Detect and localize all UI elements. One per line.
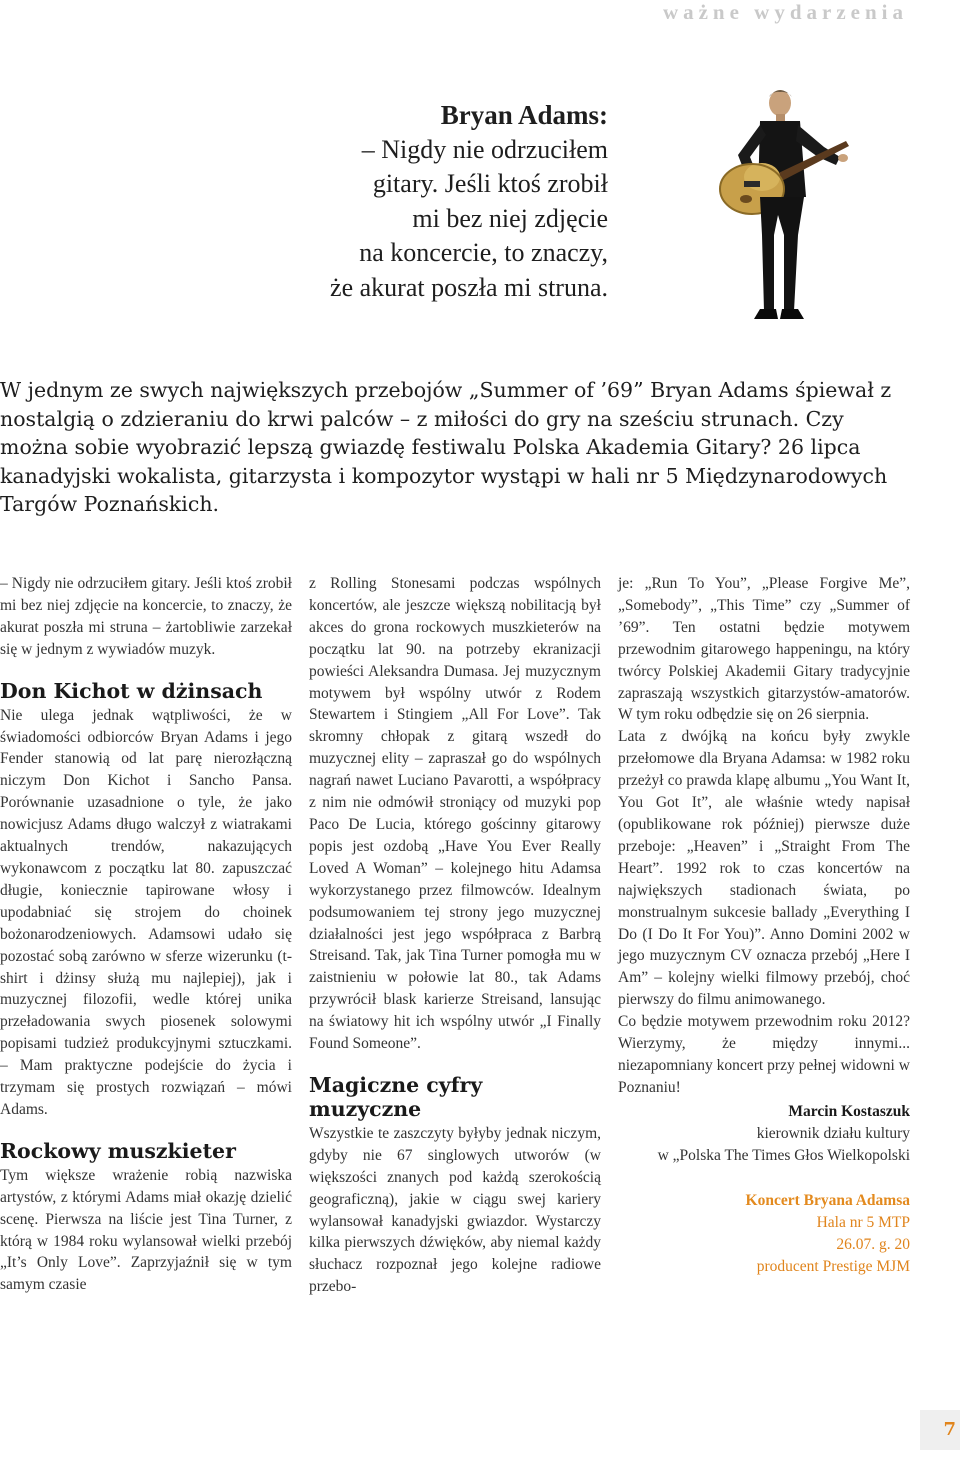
event-title: Koncert Bryana Adamsa <box>745 1192 910 1210</box>
event-producer: producent Prestige MJM <box>756 1258 910 1276</box>
pull-quote-line: że akurat poszła mi struna. <box>330 272 608 302</box>
author-role: kierownik działu kultury <box>756 1124 910 1142</box>
body-paragraph: je: „Run To You”, „Please Forgive Me”, „Somebody”, „This Time” czy „Summer of ’69”. Ten ostatni będzie motywem przewodnim gitarowego happeningu, na który twórcy Polskiej Akademii Gitary tradycyjnie zapraszają wszystkich gitarzystów-amatorów. W tym roku odbędzie się on 26 sierpnia. <box>618 575 910 724</box>
section-heading: Rockowy muszkieter <box>0 1138 236 1163</box>
body-paragraph: – Nigdy nie odrzuciłem gitary. Jeśli ktoś zrobił mi bez niej zdjęcie na koncercie, to znaczy, że akurat poszła mi struna – żartobliwie zarzekał się w jednym z wywiadów muzyk. <box>0 575 292 658</box>
author-name: Marcin Kostaszuk <box>788 1102 910 1120</box>
article-column-2 <box>309 573 601 1298</box>
pull-quote <box>250 98 608 305</box>
author-signature <box>618 1101 910 1167</box>
lead-paragraph <box>0 376 910 519</box>
pull-quote-line: – Nigdy nie odrzuciłem <box>361 134 608 164</box>
body-paragraph: z Rolling Stonesami podczas wspólnych koncertów, ale jeszcze większą nobilitacją był akces do grona rockowych muszkieterów na początku lat 90. na potrzeby ekranizacji powieści Aleksandra Dumasa. Jej muzycznym motywem był wspólny utwór z Rodem Stewartem i Stingiem „All For Love”. Tak skromny chłopak z gitarą wszedł do muzycznej elity – zapraszał go do wspólnych nagrań nawet Luciano Pavarotti, a współpracy z nim nie odmówił stroniący od muzyki pop Paco De Lucia, którego gościnny gitarowy popis jest ozdobą „Have You Ever Really Loved A Woman” – kolejnego hitu Adamsa wykorzystanego przez filmowców. Idealnym podsumowaniem tej strony jego muzycznej działalności jest jego współpraca z Barbrą Streisand. Tak, jak Tina Turner pomogła mu w zaistnieniu w połowie lat 80., tak Adams przywrócił blask karierze Streisand, lansując na światowy hit ich wspólny utwór „I Finally Found Someone”. <box>309 575 601 1053</box>
event-venue: Hala nr 5 MTP <box>816 1214 910 1232</box>
body-paragraph: Tym większe wrażenie robią nazwiska artystów, z którymi Adams miał okazję dzielić scenę. Pierwsza na liście jest Tina Turner, z którą w 1984 roku wylansował wielki przebój „It’s Only Love”. Zaprzyjaźnił się w tym samym czasie <box>0 1166 292 1294</box>
section-label: ważne wydarzenia <box>662 0 908 24</box>
pull-quote-speaker: Bryan Adams: <box>440 100 608 130</box>
section-heading: Magiczne cyfry muzyczne <box>309 1072 483 1121</box>
guitarist-photo <box>700 85 850 325</box>
section-heading: Don Kichot w dżinsach <box>0 678 263 703</box>
event-info-box <box>618 1190 910 1278</box>
body-paragraph: Wszystkie te zaszczyty byłyby jednak niczym, gdyby nie 67 singlowych utworów (w większości znanych pod każdą szerokością geograficzną), jakie w ciągu swej kariery wylansował kanadyjski gwiazdor. Wystarczy kilka pierwszych dźwięków, aby niemal każdy słuchacz rozpoznał jego kolejne radiowe przebo- <box>309 1124 601 1296</box>
event-date: 26.07. g. 20 <box>836 1236 910 1254</box>
article-column-1 <box>0 573 292 1296</box>
pull-quote-line: mi bez niej zdjęcie <box>412 203 608 233</box>
page-number: 7 <box>920 1410 960 1450</box>
author-organization: w „Polska The Times Głos Wielkopolski <box>657 1146 910 1164</box>
body-paragraph: Lata z dwójką na końcu były zwykle przełomowe dla Bryana Adamsa: w 1982 roku przeżył co prawda klapę albumu „You Want It, You Got It”, ale właśnie wtedy napisał (opublikowane rok później) pierwsze duże przeboje: „Heaven” i „Straight From The Heart”. 1992 rok to czas koncertów na największych stadionach świata, po monstrualnym sukcesie ballady „Everything I Do (I Do It For You)”. Anno Domini 2002 w jego muzycznym CV oznacza przebój „Here I Am” – kolejny wielki filmowy przebój, choć pierwszy do filmu animowanego. <box>618 728 910 1009</box>
pull-quote-line: na koncercie, to znaczy, <box>359 238 608 267</box>
lead-text: W jednym ze swych największych przebojów „Summer of ’69” Bryan Adams śpiewał z nostalgią o zdzieraniu do krwi palców – z miłości do gry na sześciu strunach. Czy można sobie wyobrazić lepszą gwiazdę festiwalu Polska Akademia Gitary? 26 lipca kanadyjski wokalista, gitarzysta i kompozytor wystąpi w hali nr 5 Międzynarodowych Targów Poznańskich. <box>0 378 892 516</box>
pull-quote-line: gitary. Jeśli ktoś zrobił <box>372 169 608 198</box>
article-column-3 <box>618 573 910 1278</box>
body-paragraph: Nie ulega jednak wątpliwości, że w świadomości odbiorców Bryan Adams i jego Fender stanowią od lat parę nierozłączną niczym Don Kichot i Sancho Pansa. Porównanie uzasadnione o tyle, że jako nowicjusz Adams długo walczył z wiatrakami aktualnych trendów, nakazujących wykonawcom z początku lat 80. zapuszczać długie, koniecznie tapirowane włosy i upodabniać się strojem do choinek bożonarodzeniowych. Adamsowi udało się pozostać sobą zarówno w sferze wizerunku (t-shirt i dżinsy służą mu najlepiej), jak i muzycznej filozofii, wedle której unika przeładowania swych piosenek solowymi popisami tudzież produkcyjnymi sztuczkami. – Mam praktyczne podejście do życia i trzymam się prostych rozwiązań – mówi Adams. <box>0 706 292 1118</box>
body-paragraph: Co będzie motywem przewodnim roku 2012? Wierzymy, że między innymi... niezapomniany koncert przy pełnej widowni w Poznaniu! <box>618 1013 910 1096</box>
